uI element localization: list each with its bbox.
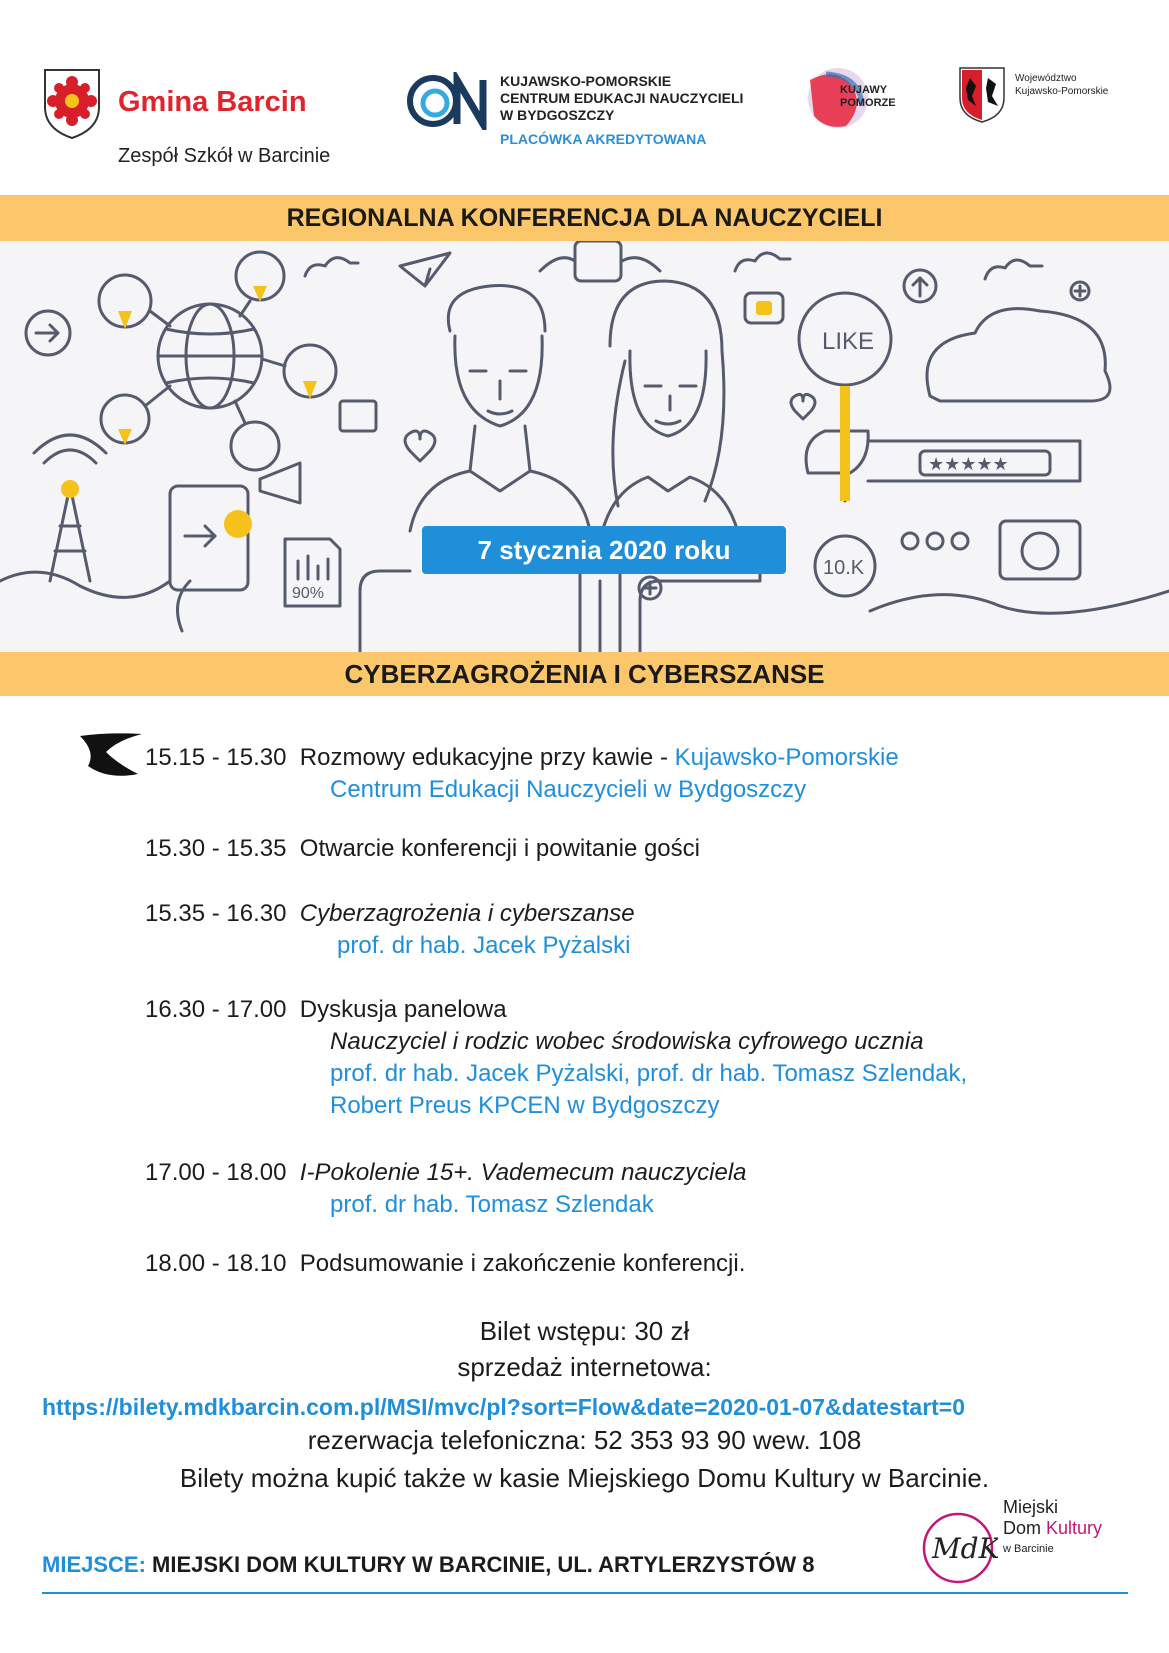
percent-text: 90% bbox=[292, 585, 325, 602]
schedule-speaker: Robert Preus KPCEN w Bydgoszczy bbox=[330, 1092, 720, 1119]
schedule-subtitle: Nauczyciel i rodzic wobec środowiska cyfrowego ucznia bbox=[330, 1028, 924, 1055]
gmina-name: Gmina Barcin bbox=[118, 86, 307, 118]
schedule-item bbox=[145, 994, 507, 1025]
schedule-time: 15.15 - 15.30 bbox=[145, 744, 287, 771]
wojewodztwo-text: Województwo Kujawsko-Pomorskie bbox=[1015, 73, 1109, 97]
schedule-title: Dyskusja panelowa bbox=[299, 996, 507, 1023]
schedule-time: 15.30 - 15.35 bbox=[145, 835, 287, 862]
kujawy-pomorze-text: KUJAWY POMORZE bbox=[840, 84, 896, 109]
schedule-title: Rozmowy edukacyjne przy kawie - bbox=[299, 744, 668, 771]
schedule-title: Podsumowanie i zakończenie konferencji. bbox=[299, 1250, 746, 1277]
phone-reservation: rezerwacja telefoniczna: 52 353 93 90 wew. 108 bbox=[307, 1425, 862, 1455]
school-name: Zespół Szkół w Barcinie bbox=[118, 145, 331, 167]
mdk-monogram: MdK bbox=[932, 1532, 998, 1565]
mdk-logo bbox=[918, 1510, 998, 1586]
schedule-title: Cyberzagrożenia i cyberszanse bbox=[299, 900, 635, 927]
venue-label: MIEJSCE: bbox=[42, 1552, 146, 1577]
venue-divider bbox=[42, 1592, 1128, 1594]
schedule-title: I-Pokolenie 15+. Vademecum nauczyciela bbox=[299, 1159, 747, 1186]
venue-address: MIEJSKI DOM KULTURY W BARCINIE, UL. ARTYLERZYSTÓW 8 bbox=[152, 1552, 815, 1577]
schedule-item bbox=[145, 742, 899, 773]
kpcen-accredited: PLACÓWKA AKREDYTOWANA bbox=[500, 131, 707, 147]
schedule-item bbox=[145, 833, 700, 864]
gmina-coat-of-arms bbox=[42, 67, 102, 141]
schedule-item bbox=[145, 1248, 745, 1279]
box-office-info: Bilety można kupić także w kasie Miejskiego Domu Kultury w Barcinie. bbox=[179, 1463, 990, 1493]
schedule-time: 16.30 - 17.00 bbox=[145, 996, 287, 1023]
schedule-organizer: Kujawsko-Pomorskie bbox=[674, 744, 899, 771]
schedule-item bbox=[145, 898, 635, 929]
wojewodztwo-crest bbox=[958, 66, 1006, 124]
schedule-time: 18.00 - 18.10 bbox=[145, 1250, 287, 1277]
conference-theme-banner: CYBERZAGROŻENIA I CYBERSZANSE bbox=[0, 652, 1169, 696]
online-sales-label: sprzedaż internetowa: bbox=[457, 1352, 712, 1382]
swallow-icon bbox=[78, 730, 148, 784]
schedule-time: 17.00 - 18.00 bbox=[145, 1159, 287, 1186]
schedule-speaker: prof. dr hab. Tomasz Szlendak bbox=[330, 1191, 654, 1218]
counter-text: 10.K bbox=[823, 557, 865, 579]
kpcen-logo bbox=[407, 72, 491, 130]
ticket-url-link[interactable]: https://bilety.mdkbarcin.com.pl/MSI/mvc/pl?sort=Flow&date=2020-01-07&datestart=0 bbox=[42, 1394, 966, 1420]
schedule-item bbox=[145, 1157, 747, 1188]
schedule-speaker: prof. dr hab. Jacek Pyżalski bbox=[337, 932, 631, 959]
like-sign-text: LIKE bbox=[822, 328, 875, 355]
hero-illustration bbox=[0, 241, 1169, 652]
ticket-price: Bilet wstępu: 30 zł bbox=[479, 1316, 690, 1346]
venue bbox=[42, 1552, 815, 1578]
kpcen-name: KUJAWSKO-POMORSKIE CENTRUM EDUKACJI NAUCZYCIELI W BYDGOSZCZY bbox=[500, 73, 744, 123]
schedule-title: Otwarcie konferencji i powitanie gości bbox=[299, 835, 700, 862]
schedule-time: 15.35 - 16.30 bbox=[145, 900, 287, 927]
rating-stars: ★★★★★ bbox=[928, 454, 1009, 475]
schedule-organizer-line: Centrum Edukacji Nauczycieli w Bydgoszczy bbox=[330, 776, 807, 803]
conference-title-banner: REGIONALNA KONFERENCJA DLA NAUCZYCIELI bbox=[0, 195, 1169, 241]
schedule-speaker: prof. dr hab. Jacek Pyżalski, prof. dr hab. Tomasz Szlendak, bbox=[330, 1060, 968, 1087]
event-date: 7 stycznia 2020 roku bbox=[422, 526, 786, 574]
mdk-name: Miejski Dom Kultury w Barcinie bbox=[1003, 1497, 1103, 1555]
